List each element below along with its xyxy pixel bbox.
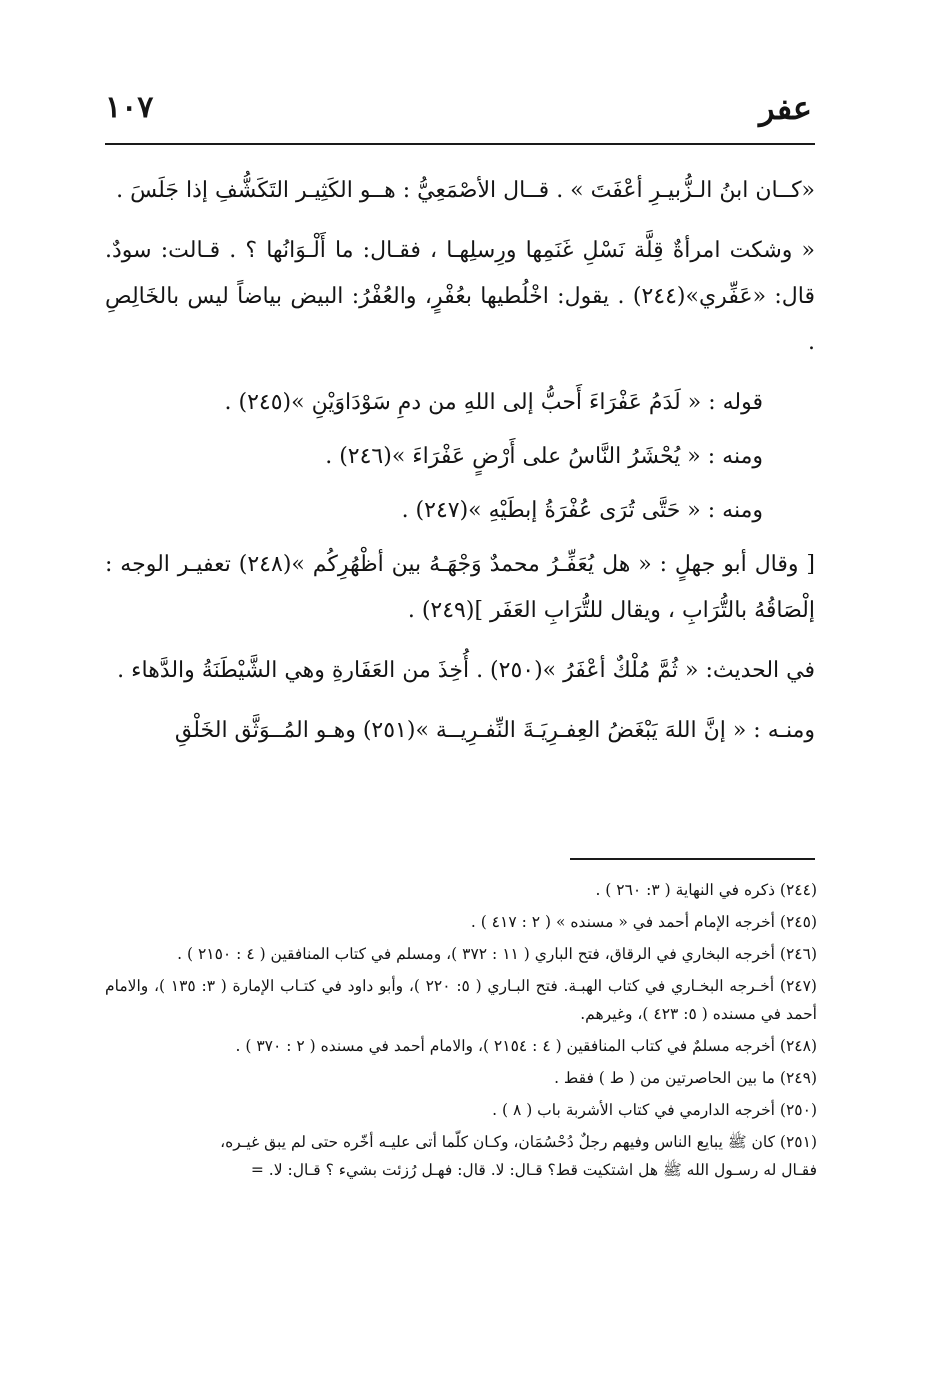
footnote: (٢٤٦) أخرجه البخاري في الرقاق، فتح الباري ( ١١ : ٣٧٢ )، ومسلم في كتاب المنافقين ( ٤ : ٢١٥٠ ) .	[177, 945, 817, 963]
entry-title: عفر	[759, 89, 812, 127]
body-paragraph: « وشكت امرأةٌ قِلَّة نَسْلِ غَنَمِها ورِسلِهـا ، فقـال: ما أَلْـوَانُها ؟ . قـالت: سودٌ. قال: «عَفِّري»(٢٤٤) . يقول: اخْلُطيها بعُفْرٍ، والعُفْرُ: البيض بياضاً ليس بالخَالِصِ .	[105, 238, 815, 355]
body-paragraph: ومنـه : « إنَّ اللهَ يَبْغَضُ العِفـرِيَـةَ النِّفـرِيــة »(٢٥١) وهـو المُــوَثَّق الخَلْقِ	[174, 718, 815, 743]
footnote: (٢٤٤) ذكره في النهاية ( ٣: ٢٦٠ ) .	[595, 881, 817, 899]
footnote-separator	[570, 858, 815, 860]
page-number: ١٠٧	[105, 90, 154, 125]
footnote: (٢٤٧) أخـرجه البخـاري في كتاب الهبـة. فتح البـاري ( ٥: ٢٢٠ )، وأبو داود في كتـاب الإمارة ( ٣: ١٣٥ )، والامام أحمد في مسنده ( ٥: ٤٢٣ )، وغيرهم.	[105, 977, 817, 1023]
footnotes	[105, 876, 817, 1268]
hadith-quote: ومنه : « حَتَّى تُرَى عُفْرَةُ إبطَيْهِ »(٢٤٧) .	[401, 498, 763, 523]
hadith-quote: ومنه : « يُحْشَرُ النَّاسُ على أَرْضٍ عَفْرَاءَ »(٢٤٦) .	[325, 444, 763, 469]
running-head	[105, 84, 812, 132]
footnote: (٢٤٥) أخرجه الإمام أحمد في « مسنده » ( ٢ : ٤١٧ ) .	[470, 913, 817, 931]
footnote: (٢٤٨) أخرجه مسلمٌ في كتاب المنافقين ( ٤ : ٢١٥٤ )، والامام أحمد في مسنده ( ٢ : ٣٧٠ ) .	[235, 1037, 817, 1055]
footnote: (٢٤٩) ما بين الحاصرتين من ( ط ) فقط .	[554, 1069, 817, 1087]
body-paragraph: «كــان ابنُ الـزُّبيـرِ أعْفَتَ » . قــال الأصْمَعِيُّ : هــو الكَثِيـر التَكَشُّفِ إذا جَلَسَ .	[116, 178, 815, 203]
footnote: (٢٥٠) أخرجه الدارمي في كتاب الأشربة باب ( ٨ ) .	[492, 1101, 817, 1119]
main-text	[105, 168, 815, 848]
body-paragraph: [ وقال أبو جهلٍ : « هل يُعَفِّـرُ محمدٌ وَجْهَـهُ بين أظْهُرِكُم »(٢٤٨) تعفيـر الوجه : إلْصَاقُهُ بالتُّرَابِ ، ويقال للتُّرَابِ العَفَر ](٢٤٩) .	[105, 552, 815, 623]
hadith-quote: قوله : « لَدَمُ عَفْرَاءَ أَحبُّ إلى اللهِ من دمِ سَوْدَاوَيْنِ »(٢٤٥) .	[224, 390, 763, 415]
body-paragraph: في الحديث: « ثُمَّ مُلْكٌ أعْفَرُ »(٢٥٠) . أُخِذَ من العَفَارةِ وهي الشَّيْطَنَةُ والدَّهاء .	[117, 658, 815, 683]
footnote-continuation: فقـال له رسـول الله ﷺ هل اشتكيت قط؟ قـال: لا. قال: فهـل رُزئت بشيء ؟ قـال: لا. =	[250, 1161, 817, 1179]
footnote: (٢٥١) كان ﷺ يبايع الناس وفيهم رجلٌ دُحْسُمَان، وكـان كلّما أتى عليـه أخّره حتى لم يبق غيـره،	[220, 1133, 817, 1151]
header-rule	[105, 143, 815, 145]
